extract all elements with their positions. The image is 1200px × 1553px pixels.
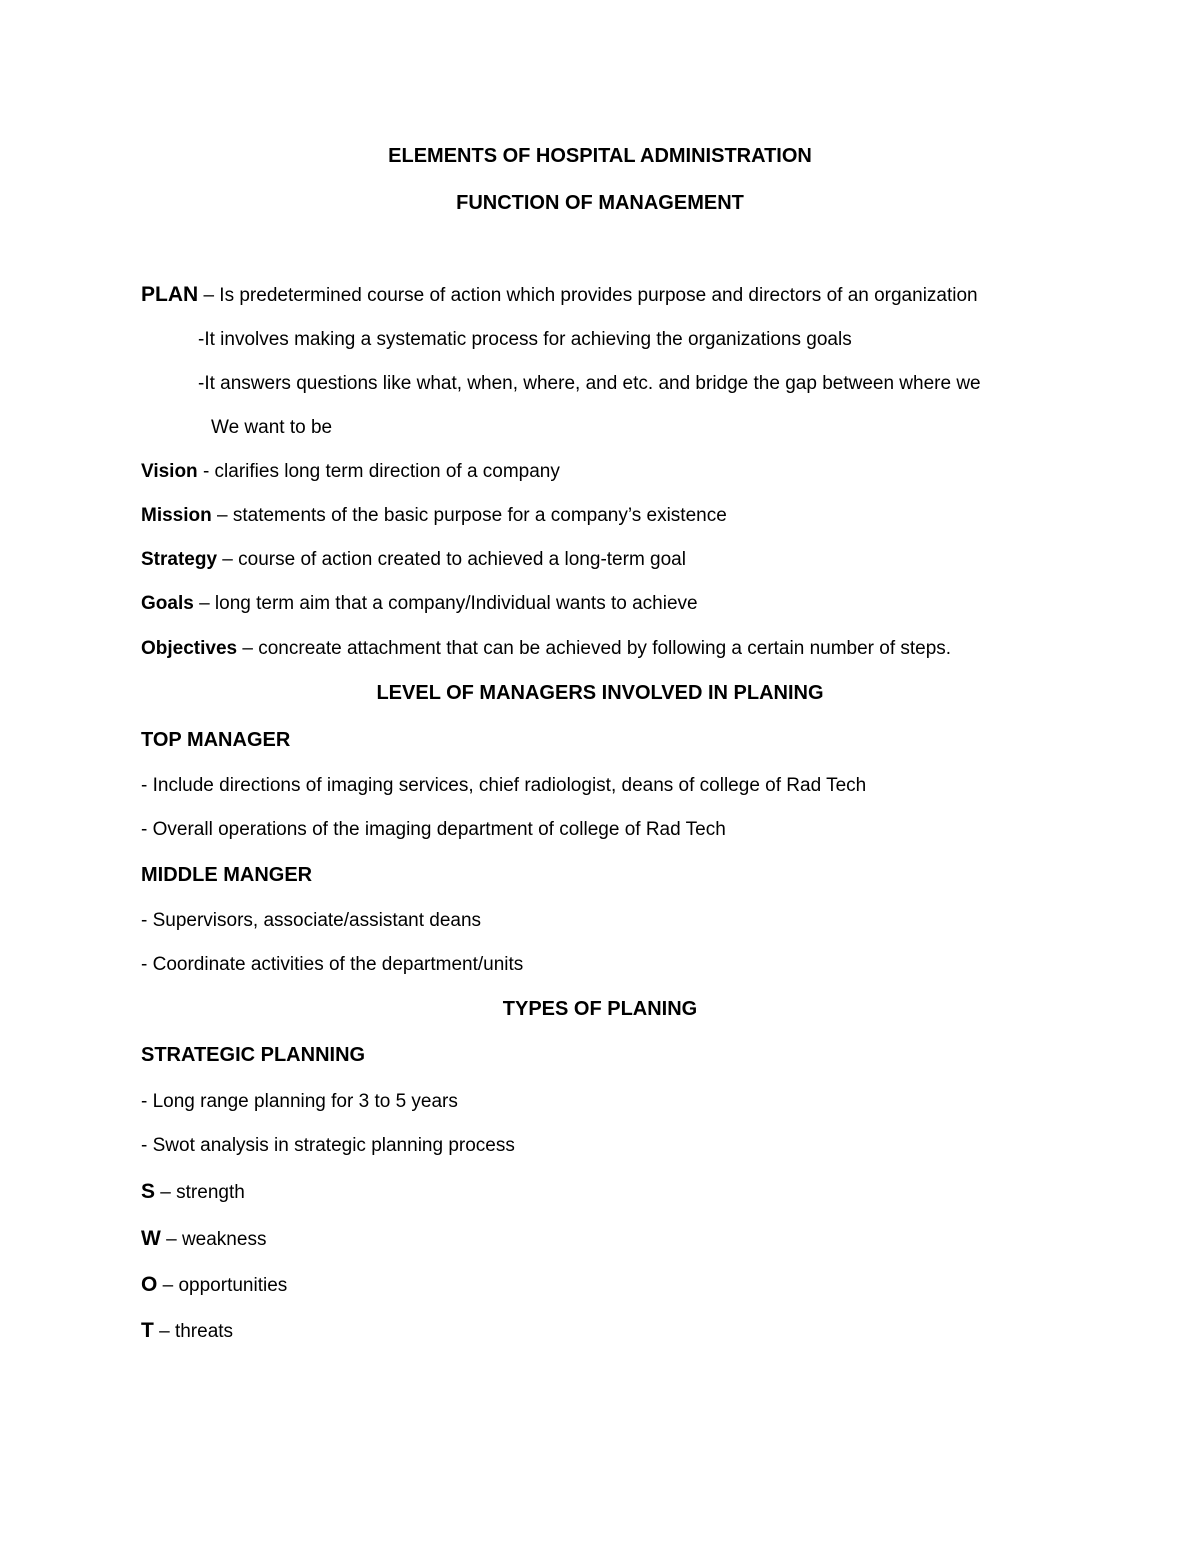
swot-letter: W — [141, 1227, 161, 1250]
definition-objectives — [141, 637, 951, 661]
document-subtitle: FUNCTION OF MANAGEMENT — [456, 192, 744, 214]
strategic-heading: STRATEGIC PLANNING — [141, 1044, 366, 1066]
plan-text: – Is predetermined course of action which provides purpose and directors of an organization — [198, 285, 978, 306]
list-item: - Overall operations of the imaging department of college of Rad Tech — [141, 819, 726, 840]
swot-letter: S — [141, 1180, 156, 1203]
definition-term: Goals — [141, 593, 194, 614]
middle-manager-heading: MIDDLE MANGER — [141, 864, 313, 886]
plan-definition — [141, 283, 978, 308]
definition-term: Vision — [141, 461, 198, 482]
definition-text: – long term aim that a company/Individual wants to achieve — [193, 593, 698, 614]
swot-item-opportunities — [141, 1273, 287, 1298]
swot-text: – weakness — [160, 1229, 267, 1250]
levels-heading: LEVEL OF MANAGERS INVOLVED IN PLANING — [376, 682, 824, 704]
plan-point: We want to be — [211, 417, 333, 438]
swot-letter: O — [141, 1273, 158, 1296]
types-heading: TYPES OF PLANING — [502, 998, 698, 1020]
definition-mission — [141, 504, 727, 528]
definition-text: - clarifies long term direction of a company — [197, 461, 560, 482]
swot-item-strength — [141, 1180, 245, 1205]
list-item: - Supervisors, associate/assistant deans — [141, 910, 482, 931]
plan-term: PLAN — [141, 283, 199, 306]
swot-text: – threats — [153, 1321, 234, 1342]
list-item: - Include directions of imaging services, chief radiologist, deans of college of Rad Tech — [141, 775, 867, 796]
swot-letter: T — [141, 1319, 154, 1342]
list-item: - Coordinate activities of the department/units — [141, 954, 524, 975]
definition-text: – course of action created to achieved a long-term goal — [217, 549, 686, 570]
definition-text: – concreate attachment that can be achieved by following a certain number of steps. — [237, 638, 952, 659]
swot-item-weakness — [141, 1227, 266, 1252]
swot-item-threats — [141, 1319, 233, 1344]
definition-term: Strategy — [141, 549, 218, 570]
definition-goals — [141, 592, 698, 616]
top-manager-heading: TOP MANAGER — [141, 729, 291, 751]
list-item: - Long range planning for 3 to 5 years — [141, 1091, 458, 1112]
document-title: ELEMENTS OF HOSPITAL ADMINISTRATION — [388, 145, 812, 167]
swot-text: – strength — [155, 1182, 245, 1203]
definition-vision — [141, 460, 560, 484]
list-item: - Swot analysis in strategic planning process — [141, 1135, 515, 1156]
definition-strategy — [141, 548, 686, 572]
swot-text: – opportunities — [157, 1275, 288, 1296]
definition-term: Objectives — [141, 638, 238, 659]
definition-term: Mission — [141, 505, 212, 526]
plan-point: -It involves making a systematic process for achieving the organizations goals — [198, 329, 852, 350]
plan-point: -It answers questions like what, when, where, and etc. and bridge the gap between where we — [198, 373, 981, 394]
definition-text: – statements of the basic purpose for a company’s existence — [211, 505, 727, 526]
